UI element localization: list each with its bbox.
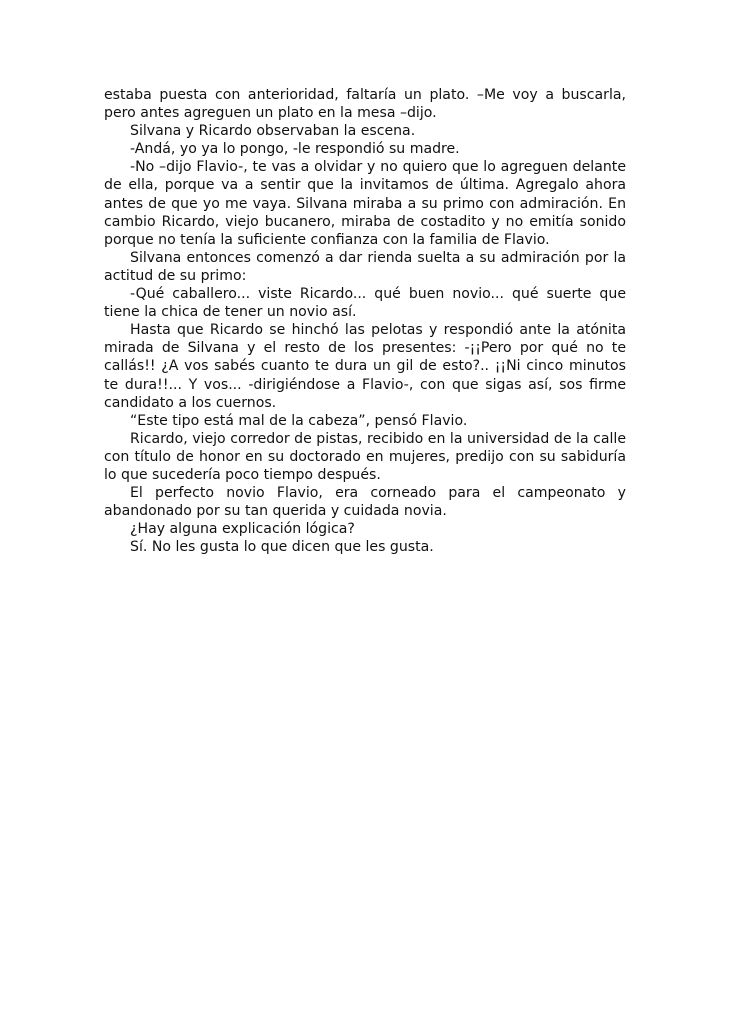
paragraph: Silvana y Ricardo observaban la escena. [130,123,416,140]
paragraph: -No –dijo Flavio-, te vas a olvidar y no quiero que lo agreguen delante de ella, porque va a sentir que la invitamos de última. Agregalo ahora antes de que yo me vaya. Silvana miraba a su primo con admiración. En cambio Ricardo, viejo bucanero, miraba de costadito y no emitía sonido porque no tenía la suficiente confianza con la familia de Flavio. [104,159,626,248]
paragraph: Hasta que Ricardo se hinchó las pelotas y respondió ante la atónita mirada de Silvana y el resto de los presentes: -¡¡Pero por qué no te callás!! ¿A vos sabés cuanto te dura un gil de esto?.. ¡¡Ni cinco minutos te dura!!... Y vos... -dirigiéndose a Flavio-, con que sigas así, sos firme candidato a los cuernos. [104,322,626,411]
paragraph: ¿Hay alguna explicación lógica? [130,521,355,538]
paragraph: estaba puesta con anterioridad, faltaría un plato. –Me voy a buscarla, pero antes agreguen un plato en la mesa –dijo. [104,87,626,122]
paragraph: Silvana entonces comenzó a dar rienda suelta a su admiración por la actitud de su primo: [104,249,626,284]
document-body [104,86,626,556]
paragraph: Ricardo, viejo corredor de pistas, recibido en la universidad de la calle con título de honor en su doctorado en mujeres, predijo con su sabiduría lo que sucedería poco tiempo después. [104,430,626,483]
paragraph: El perfecto novio Flavio, era corneado para el campeonato y abandonado por su tan querida y cuidada novia. [104,485,626,520]
paragraph: -Andá, yo ya lo pongo, -le respondió su madre. [130,141,460,158]
paragraph: “Este tipo está mal de la cabeza”, pensó Flavio. [130,412,468,429]
paragraph: -Qué caballero... viste Ricardo... qué buen novio... qué suerte que tiene la chica de tener un novio así. [104,286,626,321]
paragraph: Sí. No les gusta lo que dicen que les gusta. [130,539,434,556]
